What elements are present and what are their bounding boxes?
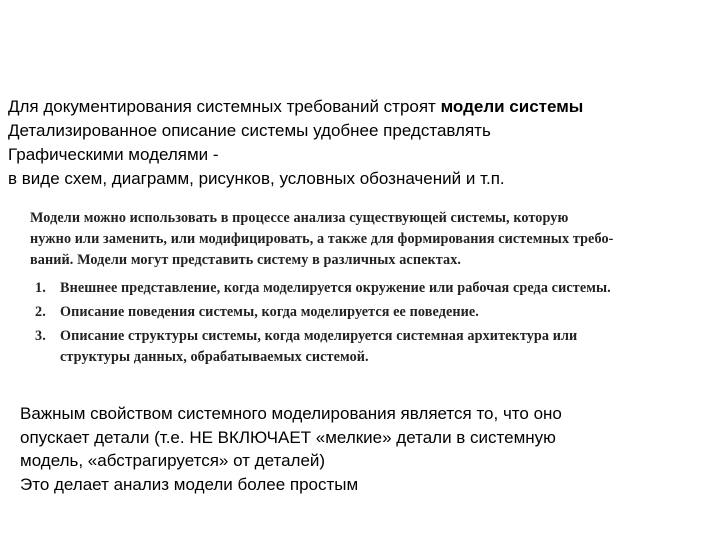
excerpt-paragraph-line-3: ваний. Модели могут представить систему в различных аспектах. bbox=[30, 252, 462, 268]
list-item-number: 3. bbox=[35, 328, 46, 344]
outro-text bbox=[20, 402, 710, 496]
list-item-text: Описание поведения системы, когда моделируется ее поведение. bbox=[60, 304, 479, 320]
intro-line-1-prefix: Для документирования системных требований строят bbox=[8, 97, 441, 116]
intro-line-1-bold: модели системы bbox=[440, 97, 584, 116]
outro-line-2: опускает детали (т.е. НЕ ВКЛЮЧАЕТ «мелкие» детали в системную bbox=[20, 427, 556, 447]
list-item-text bbox=[60, 326, 714, 368]
intro-line-2: Детализированное описание системы удобнее представлять bbox=[8, 121, 491, 140]
list-item-text-line-1: Описание структуры системы, когда моделируется системная архитектура или bbox=[60, 328, 578, 344]
list-item bbox=[30, 278, 714, 299]
excerpt-paragraph bbox=[30, 208, 714, 271]
outro-line-1: Важным свойством системного моделирования является то, что оно bbox=[20, 404, 562, 423]
excerpt-paragraph-line-2: нужно или заменить, или модифицировать, а также для формирования системных требо- bbox=[30, 231, 614, 247]
list-item-number: 1. bbox=[35, 280, 46, 296]
list-item-text: Внешнее представление, когда моделируется окружение или рабочая среда системы. bbox=[60, 280, 611, 296]
excerpt-paragraph-line-1: Модели можно использовать в процессе анализа существующей системы, которую bbox=[30, 210, 569, 226]
list-item bbox=[30, 302, 714, 323]
scanned-book-excerpt bbox=[30, 208, 714, 371]
excerpt-numbered-list bbox=[30, 278, 714, 368]
intro-text bbox=[8, 95, 713, 191]
list-item-number: 2. bbox=[35, 304, 46, 320]
intro-line-4: в виде схем, диаграмм, рисунков, условных обозначений и т.п. bbox=[8, 169, 505, 188]
intro-line-1 bbox=[8, 95, 713, 119]
list-item-text-line-2: структуры данных, обрабатываемых системой. bbox=[60, 349, 369, 365]
outro-line-3: модель, «абстрагируется» от деталей) bbox=[20, 451, 326, 470]
outro-line-4: Это делает анализ модели более простым bbox=[20, 474, 359, 494]
intro-line-3: Графическими моделями - bbox=[8, 145, 219, 164]
list-item bbox=[30, 326, 714, 368]
